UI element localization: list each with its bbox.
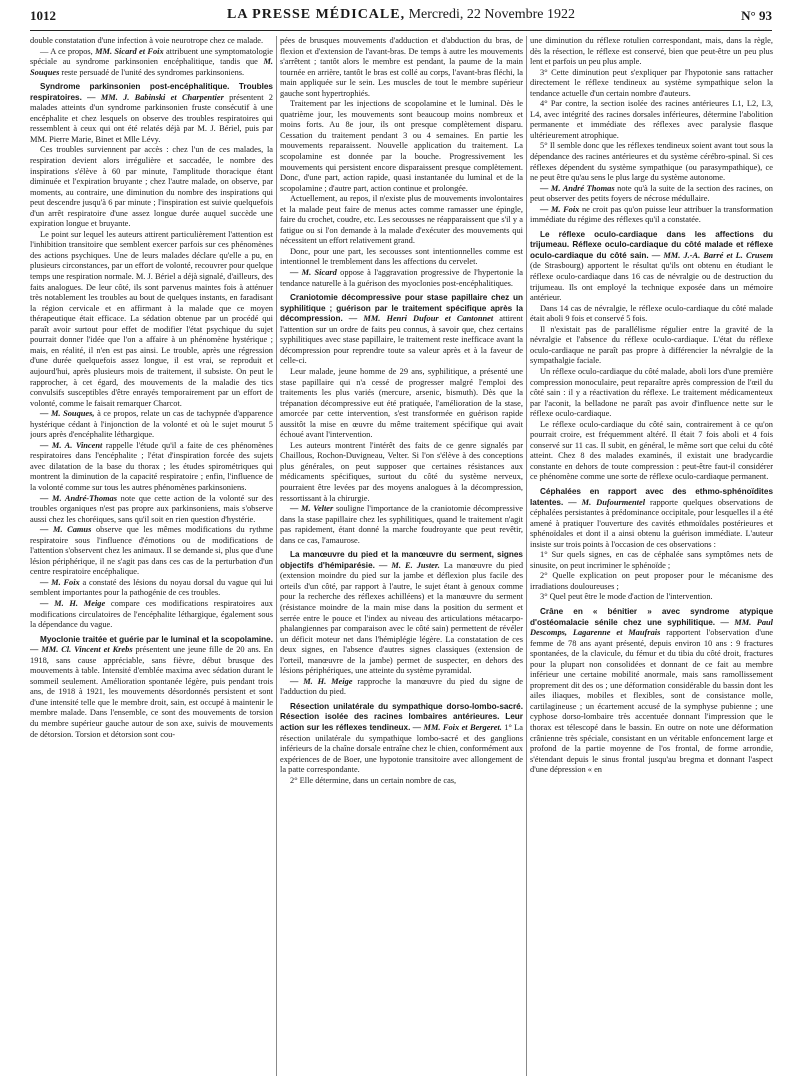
text-run: rapportent l'observation d'une femme de 78 ans ayant présenté, depuis environ 10 ans : 9 fractures spontanées, de la clavicule, du fémur et du tibia du côté droit, fractures pour la plupart non consolidées et donnant de ce fait au membre inférieur une certaine mobilité anormale, mais sans ramollissement proprement dit des os ; une déformation considérable du bassin dont les ailes iliaques, mobiles et flexibles, sont de consistance molle, cartilagineuse ; un écartement accusé de la symphyse pubienne ; une cyphose dorso-lombaire très accentuée donnant l'impression que le thorax est télescopé dans le bassin. En outre on note une déformation crânienne très spéciale, consistant en un véritable enfoncement large et profond de la partie moyenne de l'os frontal, de forme arrondie, s'étendant depuis le sinus frontal jusqu'au bregma et donnant l'aspect d'une dépression « en bbox=[530, 628, 773, 775]
paragraph: 3° Quel peut être le mode d'action de l'intervention. bbox=[540, 592, 713, 602]
text-run: note qu'à la suite de la section des racines, on peut observer des petits foyers de nécrose médullaire. bbox=[530, 183, 773, 204]
column-right bbox=[530, 36, 773, 1076]
paragraph bbox=[530, 607, 773, 776]
section-heading: Le réflexe oculo-cardiaque dans les affections du trijumeau. Réflexe oculo-cardiaque du côté malade et réflexe oculo-cardiaque du côté sain. bbox=[530, 229, 773, 260]
text-run: à ce propos, relate un cas de tachypnée d'apparence hystérique cédant à l'injonction de la volonté et où le sujet mourut 5 jours après d'encéphalite léthargique. bbox=[30, 409, 273, 440]
paragraph bbox=[30, 599, 273, 631]
column-divider bbox=[526, 36, 527, 1076]
author-names: — M. Velter bbox=[290, 504, 334, 514]
text-run: souligne l'importance de la craniotomie décompressive dans la stase papillaire chez les syphilitiques, quand le traitement n'agit pas rapidement, étant donné la marche foudroyante que peut revêtir, dans ce cas, l'amaurose. bbox=[280, 504, 523, 545]
paragraph: Un réflexe oculo-cardiaque du côté malade, aboli lors d'une première compression monoculaire, peut reparaître après compression de l'œil du côté sain : il y a réactivation du réflexe. Le traitement médicamenteux par l'aconit, la belladone ne paraît pas avoir d'influence nette sur le réflexe oculo-cardiaque. bbox=[530, 366, 773, 419]
paragraph: Ces troubles surviennent par accès : chez l'un de ces malades, la respiration devient alors irrégulière et saccadée, le nombre des inspirations s'élève à 60 par minute, l'amplitude thoracique étant diminuée et l'expiration bruyante ; chez l'autre malade, on observe, par moments, au contraire, une diminution du nombre des inspirations qui peut descendre jusqu'à 6 par minute ; l'inspiration est suivie quelquefois d'un arrêt respiratoire d'une assez longue durée auquel succède une expiration longue et bruyante. bbox=[30, 145, 273, 229]
paragraph: 4° Par contre, la section isolée des racines antérieures L1, L2, L3, L4, avec intégrité des racines dorsales inférieures, détermine l'abolition permanente et immédiate des réflexes avec paralysie flasque ultérieurement atrophique. bbox=[530, 99, 773, 140]
running-title bbox=[30, 7, 772, 23]
paragraph bbox=[530, 487, 773, 550]
paragraph bbox=[30, 635, 273, 740]
author-names: — MM. Henri Dufour et Cantonnet bbox=[342, 314, 494, 324]
author-names: — MM. Foix et Bergeret. bbox=[410, 723, 502, 732]
author-names: — M. Souques, bbox=[40, 409, 95, 419]
text-run: présentent une jeune fille de 20 ans. En 1918, sans cause appréciable, sans fièvre, début brusque des mouvements à table. Intensité d'emblée maxima avec sédation durant le sommeil seulement. Amélioration spontanée légère, puis pendant trois ans, de 1918 à 1921, les mouvements désordonnés persistent et sont d'une intensité telle que le membre droit, sain, est occupé à maintenir le membre malade. Dans l'ensemble, ce sont des mouvements de torsion du membre supérieur gauche autour de son axe, suivis de mouvements de détorsion. Torsion et détorsion sont cou- bbox=[30, 645, 273, 739]
column-left bbox=[30, 36, 273, 1076]
text-run: — A ce propos, bbox=[40, 46, 96, 56]
paragraph: 5° Il semble donc que les réflexes tendineux soient avant tout sous la dépendance des racines antérieures et du système cérébro-spinal. Si ces réflexes dépendent du système sympathique (ou parasympathique), ce ne peut être qu'au sens le plus large du système autonome. bbox=[530, 141, 773, 183]
paragraph bbox=[30, 525, 273, 578]
text-run: présentent 2 malades atteints d'un syndrome parkinsonien fruste consécutif à une encéphalite et chez lesquels on observe des troubles respiratoires qui ressemblent à ceux qui ont été relatés déjà par M. J. Bériel, puis par MM. Pierre Marie, Binet et Mlle Lévy. bbox=[30, 92, 273, 144]
author-names: — M. Camus bbox=[40, 525, 92, 535]
text-run: 1° La résection unilatérale du sympathique lombo-sacré et des ganglions inférieurs de la chaîne dorsale entraîne chez le chien, conformément aux expériences de de Boer, une hypotonie transitoire avec allongement de la patte correspondante. bbox=[280, 723, 523, 775]
text-run: attirent l'attention sur un ordre de faits peu connus, à savoir que, chez certains syphilitiques avec stase papillaire, le traitement reste inefficace avant la décompression pour reprendre toute sa valeur après et à la faveur de celle-ci. bbox=[280, 314, 523, 366]
paragraph: Donc, pour une part, les secousses sont intentionnelles comme est intentionnel le tremblement dans les affections du cervelet. bbox=[280, 246, 523, 267]
author-names: — M. Sicard bbox=[290, 268, 337, 278]
paragraph bbox=[530, 184, 773, 205]
author-names: — MM. Cl. Vincent et Krebs bbox=[30, 645, 133, 655]
paragraph bbox=[530, 205, 773, 226]
author-names: — MM. J. Babinski et Charpentier bbox=[81, 92, 224, 102]
column-divider bbox=[276, 36, 277, 1076]
text-run: attribuent une symptomatologie spéciale au syndrome parkinsonien encéphalitique, tandis que bbox=[30, 46, 273, 67]
section-heading: Craniotomie décompressive pour stase papillaire chez un syphilitique ; guérison par le traitement spécifique après la décompression. bbox=[280, 293, 523, 324]
paragraph: Il n'existait pas de parallélisme régulier entre la gravité de la névralgie et l'absence du réflexe oculo-cardiaque. L'état du réflexe oculo-cardiaque ne paraît pas propre à différencier la névralgie de la sympathalgie faciale. bbox=[530, 324, 773, 366]
section-heading: La manœuvre du pied et la manœuvre du serment, signes objectifs d'hémiparésie. bbox=[280, 550, 523, 570]
paragraph: Traitement par les injections de scopolamine et le luminal. Dès le quatrième jour, les mouvements sont beaucoup moins nombreux et moins forts. Au 8e jour, ils ont presque complètement disparu. Cessation du traitement pendant 3 ou 4 semaines. En partie les mouvements reparaissent. Nouvelle application du traitement. La scopolamine est donnée par la bouche. Progressivement les mouvements qui persistent encore disparaissent presque complètement. Donc, d'une part, action rapide, quasi instantanée du luminal et de la scopolamine ; d'autre part, action continue et prolongée. bbox=[280, 99, 523, 193]
text-run: compare ces modifications respiratoires aux modifications circulatoires de l'encéphalite léthargique, également sous la dépendance du vague. bbox=[30, 598, 273, 630]
page-header bbox=[30, 6, 772, 30]
text-run: note que cette action de la volonté sur des troubles organiques n'est pas propre aux parkinsoniens, mais s'observe aussi chez les choréiques, sans qu'il soit en rien question d'hystérie. bbox=[30, 493, 273, 524]
section-heading: Syndrome parkinsonien post-encéphalitique. Troubles respiratoires. bbox=[30, 82, 273, 102]
paragraph: 1° Sur quels signes, en cas de céphalée sans symptômes nets de sinusite, on peut incriminer le sphénoïde ; bbox=[530, 550, 773, 570]
text-run: a constaté des lésions du noyau dorsal du vague qui lui semblent importantes pour la pathogénie de ces troubles. bbox=[30, 577, 273, 598]
section-heading: Céphalées en rapport avec des ethmo-sphénoïdites latentes. bbox=[530, 486, 773, 507]
author-names: — MM. J.-A. Barré et L. Crusem bbox=[648, 250, 773, 260]
paragraph: une diminution du réflexe rotulien correspondant, mais, dans la règle, dès la résection, le réflexe est conservé, bien que peut-être un peu plus lent et parfois un peu plus ample. bbox=[530, 36, 773, 67]
author-names: — M. H. Meige bbox=[290, 676, 353, 686]
author-names: — M. H. Meige bbox=[40, 598, 106, 608]
text-run: rapproche la manœuvre du pied du signe de l'adduction du pied. bbox=[280, 676, 523, 697]
author-names: — MM. Paul Descomps, Lagarenne et Maufrais bbox=[530, 617, 773, 638]
page-number: 1012 bbox=[30, 8, 56, 23]
section-heading: Myoclonie traitée et guérie par le luminal et la scopolamine. bbox=[40, 634, 273, 644]
section-heading: Crâne en « bénitier » avec syndrome atypique d'ostéomalacie sénile chez une syphilitique. bbox=[530, 606, 773, 627]
text-run: La manœuvre du pied (extension moindre du pied sur la jambe et déflexion plus facile des orteils d'un côté, par rapport à l'autre, le sujet étant à genoux comme pour la recherche des réflexes achilléens) et la manœuvre du serment (résistance moindre de la main mise dans la position du serment et serrée entre le pouce et l'index au niveau des articulations métacarpo-phalangiennes par comparaison avec le côté sain) permettent de révéler un déficit moteur net dans l'hémiplégie légère. La constatation de ces deux signes, en l'absence d'autres signes classiques (extension de l'orteil, manœuvre de la jambe) permet de suspecter, en dehors des lésions périphériques, une atteinte du système pyramidal. bbox=[280, 560, 523, 676]
header-rule bbox=[30, 30, 772, 31]
text-run: (de Strasbourg) apportent le résultat qu'ils ont obtenu en étudiant le réflexe oculo-cardiaque dans 16 cas de névralgie ou de destruction du trijumeau. Ils ont employé la technique exposée dans un mémoire antérieur. bbox=[530, 261, 773, 303]
paragraph bbox=[30, 578, 273, 599]
text-run: observe que les mêmes modifications du rythme respiratoire sous l'influence d'émotions ou de modifications de l'attention s'observent chez les animaux. Il se demande si, plus que d'une lésion périphérique, il ne s'agit pas dans ces cas de la perturbation d'un centre respiratoire encéphalique. bbox=[30, 525, 273, 577]
author-names: M. Souques bbox=[30, 57, 273, 77]
text-run: rapporte quelques observations de céphalées persistantes à prédominance occipitale, pour lesquelles il a été amené à pratiquer l'ouverture des cavités ethmoïdales postérieures et sphénoïdales et dont il a ainsi obtenu la guérison immédiate. L'auteur insiste sur trois points à l'occasion de ces observations : bbox=[530, 497, 773, 549]
section-heading: Résection unilatérale du sympathique dorso-lombo-sacré. Résection isolée des racines lombaires antérieures. Leur action sur les réflexes tendineux. bbox=[280, 701, 523, 732]
paragraph bbox=[280, 268, 523, 289]
issue-number: N° 93 bbox=[741, 8, 772, 23]
journal-name: LA PRESSE MÉDICALE, bbox=[227, 7, 406, 22]
paragraph: Le réflexe oculo-cardiaque du côté sain, contrairement à ce qu'on pourrait croire, est fréquemment altéré. Il était 7 fois aboli et 4 fois conservé sur 11 cas. Il subit, en général, le même sort que celui du côté atteint. Chez 8 des malades examinés, il existait une bradycardie constante en dehors de toute compression : peut-être faut-il considérer ce phénomène comme une sorte de réflexe oculo-cardiaque permanent. bbox=[530, 419, 773, 482]
paragraph bbox=[280, 293, 523, 367]
text-run: rappelle l'étude qu'il a faite de ces phénomènes respiratoires dans l'encéphalite ; l'état d'inspiration forcée des sujets avec dilatation de la base du thorax ; les études spirométriques qui montrent la diminution de la capacité respiratoire ; enfin, l'influence de la volonté comme sur tous les autres phénomènes parkinsoniens. bbox=[30, 440, 273, 492]
paragraph: Les auteurs montrent l'intérêt des faits de ce genre signalés par Chaillous, Rochon-Duvigneau, Velter. Si l'on s'élève à des conceptions plus générales, on peut supposer que certaines résistances aux médicaments spécifiques, surtout du côté du système nerveux, pourraient être levées par des moyens analogues à la décompression, ressortissant à la chirurgie. bbox=[280, 440, 523, 503]
paragraph bbox=[30, 409, 273, 441]
paragraph bbox=[530, 230, 773, 304]
paragraph: Dans 14 cas de névralgie, le réflexe oculo-cardiaque du côté malade était aboli 9 fois et conservé 5 fois. bbox=[530, 303, 773, 324]
paragraph bbox=[280, 677, 523, 698]
column-middle bbox=[280, 36, 523, 1076]
paragraph: Leur malade, jeune homme de 29 ans, syphilitique, a présenté une stase papillaire qui n'a cessé de progresser malgré l'emploi des traitements les plus variés (mercure, arsenic, bismuth). Dès que la trépanation décompressive eut été pratiquée, l'amélioration de la stase, amorcée par cette intervention, s'est transformée en guérison rapide aussitôt la mise en œuvre du même traitement spécifique qui avait échoué avant l'intervention. bbox=[280, 366, 523, 440]
author-names: MM. Sicard et Foix bbox=[95, 46, 164, 56]
paragraph: pées de brusques mouvements d'adduction et d'abduction du bras, de flexion et d'extension de l'avant-bras. De temps à autre les mouvements s'arrêtent ; tantôt alors le membre est pendant, la paume de la main tournée en arrière, tantôt le bras est collé au corps, l'avant-bras fléchi, la main appliquée sur le sein. Les muscles de tout le membre supérieur gauche sont hypertrophiés. bbox=[280, 36, 523, 98]
author-names: — M. André Thomas bbox=[540, 183, 615, 193]
paragraph: 3° Cette diminution peut s'expliquer par l'hypotonie sans rattacher directement le réflexe tendineux au système sympathique selon la tendance actuelle d'un certain nombre d'auteurs. bbox=[530, 67, 773, 98]
author-names: — M. E. Juster. bbox=[374, 560, 440, 570]
paragraph: double constatation d'une infection à voie neurotrope chez ce malade. bbox=[30, 36, 264, 45]
paragraph bbox=[280, 550, 523, 677]
paragraph bbox=[30, 494, 273, 526]
author-names: — M. Dufourmentel bbox=[563, 497, 646, 507]
paragraph bbox=[30, 47, 273, 79]
paragraph bbox=[280, 504, 523, 546]
paragraph: Actuellement, au repos, il n'existe plus de mouvements involontaires et la malade peut faire de menus actes comme ramasser une épingle, faire du crochet, coudre, etc. Les secousses ne réapparaissent que s'il y a fatigue ou si l'on demande à la malade d'exécuter des mouvements qui nécessitent un effort relativement grand. bbox=[280, 194, 523, 246]
paragraph: Le point sur lequel les auteurs attirent particulièrement l'attention est l'inhibition transitoire que semblent exercer parfois sur ces phénomènes des actions psychiques. Une de leurs malades déclare qu'elle a pu, en plusieurs circonstances, par un effort de volonté, recouvrer pour quelque temps une respiration normale. M. J. Bériel a déjà signalé, d'ailleurs, des faits analogues. De leur côté, ils sont parvenus maintes fois à atténuer très notablement les troubles au bout de quelques instants, en faradisant la région cervicale et en affirmant à la malade que ce moyen thérapeutique était efficace. La sédation obtenue par un procédé qui paraît avoir surtout pour effet de modifier l'état psychique du sujet pourrait donner l'idée que l'on a affaire à un phénomène hystérique ; mais, en réalité, il n'en est pas ainsi. Le trouble, après une régression d'une durée quelquefois assez longue, il est vrai, se reproduit et aujourd'hui, après plusieurs mois de traitement, il subsiste. On peut le rapprocher, à cet égard, des mouvements de la maladie des tics convulsifs susceptibles d'être enrayés temporairement par un effort de volonté, comme le faisait remarquer Charcot. bbox=[30, 229, 273, 408]
paragraph bbox=[280, 702, 523, 776]
author-names: — M. A. Vincent bbox=[40, 440, 103, 450]
author-names: — M. Foix bbox=[540, 204, 580, 214]
text-run: oppose à l'aggravation progressive de l'hypertonie la tendance naturelle à la guérison des myoclonies post-encéphalitiques. bbox=[280, 268, 523, 288]
text-run: ne croit pas qu'on puisse leur attribuer la transformation immédiate du régime des réflexes qu'il a constatée. bbox=[530, 204, 773, 225]
paragraph: 2° Quelle explication on peut proposer pour le mécanisme des irradiations douloureuses ; bbox=[530, 571, 773, 591]
paragraph bbox=[30, 441, 273, 494]
issue-date: Mercredi, 22 Novembre 1922 bbox=[408, 7, 575, 22]
text-run: reste persuadé de l'unité des syndromes parkinsoniens. bbox=[59, 67, 245, 77]
paragraph: 2° Elle détermine, dans un certain nombre de cas, bbox=[290, 775, 457, 785]
author-names: — M. André-Thomas bbox=[40, 493, 117, 503]
author-names: — M. Foix bbox=[40, 577, 80, 587]
paragraph bbox=[30, 82, 273, 145]
